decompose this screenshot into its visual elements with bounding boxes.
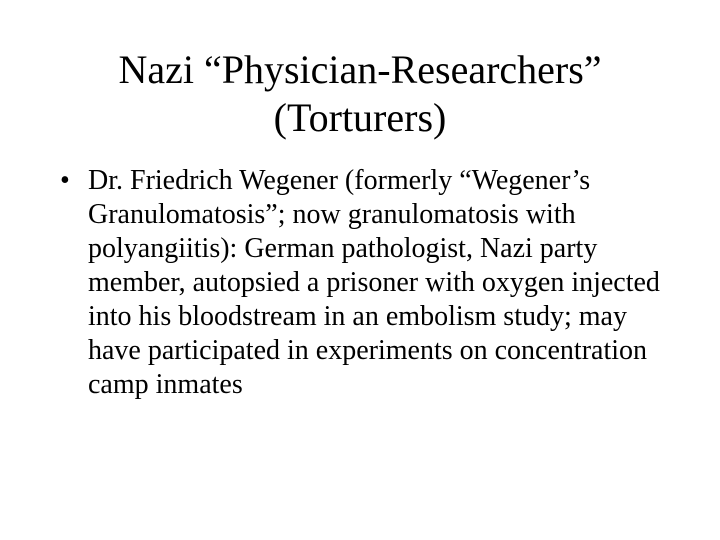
slide-title-line-1: Nazi “Physician-Researchers” (118, 47, 602, 92)
bullet-list (60, 164, 680, 402)
bullet-text: Dr. Friedrich Wegener (formerly “Wegener’s Granulomatosis”; now granulomatosis with polyangiitis): German pathologist, Nazi party member, autopsied a prisoner with oxygen injected into his bloodstream in an embolism study; may have participated in experiments on concentration camp inmates (88, 165, 660, 400)
bullet-item (60, 164, 680, 402)
slide-title (60, 46, 660, 142)
slide-title-line-2: (Torturers) (273, 95, 447, 140)
bullet-icon: • (60, 165, 70, 196)
